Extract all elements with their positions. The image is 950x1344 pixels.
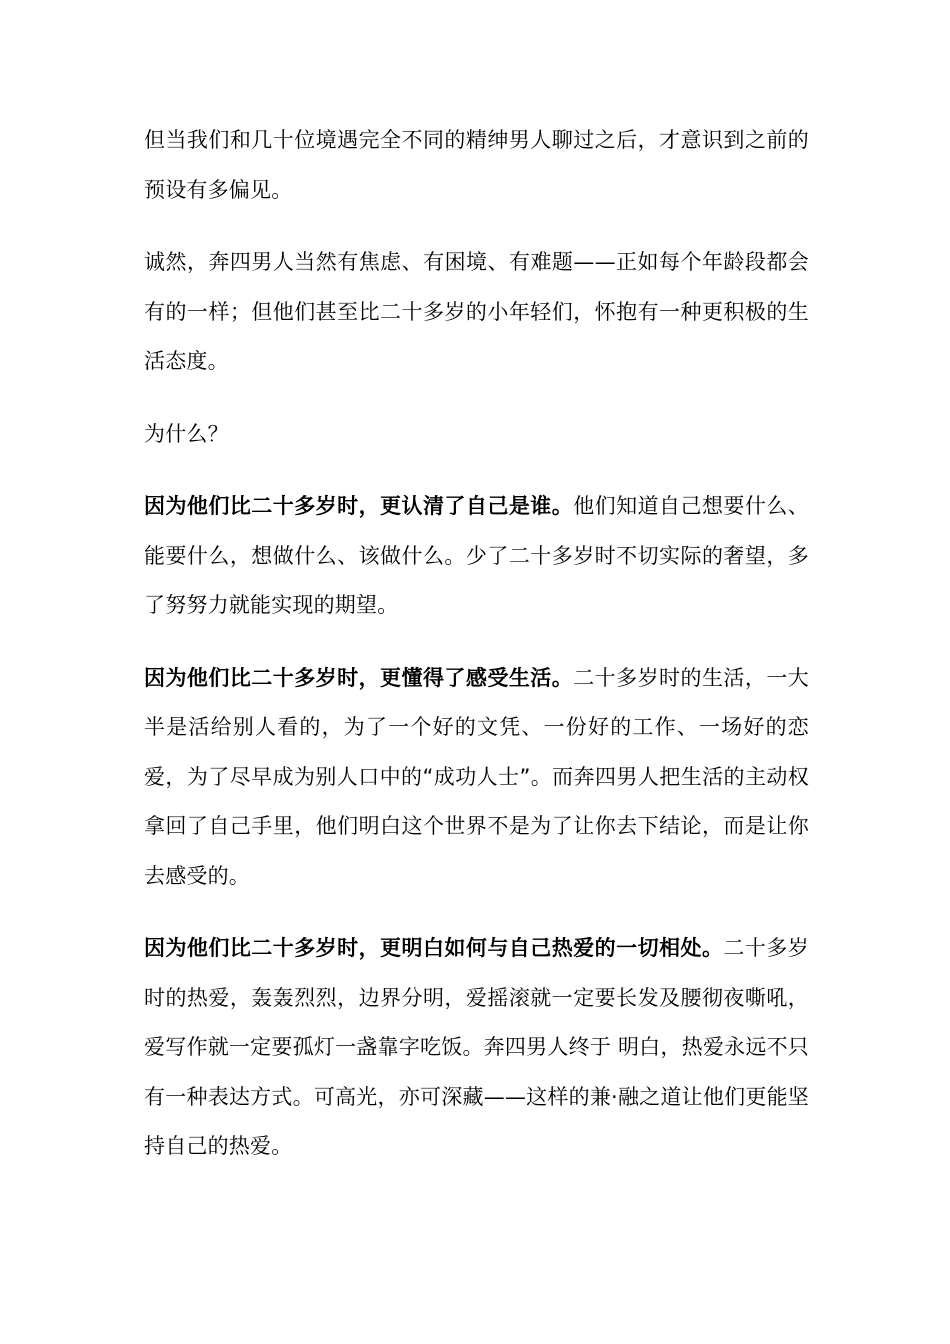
paragraph-lead-bold: 因为他们比二十多岁时，更明白如何与自己热爱的一切相处。 — [144, 936, 724, 960]
paragraph-text: 但当我们和几十位境遇完全不同的精绅男人聊过之后，才意识到之前的预设有多偏见。 — [144, 128, 809, 202]
paragraph-passion — [144, 924, 809, 1172]
paragraph-lead-bold: 因为他们比二十多岁时，更认清了自己是谁。 — [144, 494, 574, 518]
paragraph-know-self — [144, 482, 809, 631]
paragraph-lead-bold: 因为他们比二十多岁时，更懂得了感受生活。 — [144, 665, 574, 690]
paragraph-feel-life — [144, 654, 809, 902]
paragraph-text: 他们知道自己想要什么、能要什么，想做什么、该做什么。少了二十多岁时不切实际的奢望，多了努努力就能实现的期望。 — [144, 494, 810, 617]
paragraph-question — [144, 410, 809, 460]
paragraph-text: 二十多岁时的热爱，轰轰烈烈，边界分明，爱摇滚就一定要长发及腰彻夜嘶吼，爱写作就一定要孤灯一盏靠字吃饭。奔四男人终于 明白，热爱永远不只有一种表达方式。可高光，亦可深藏——这样的兼·融之道让他们更能坚持自己的热爱。 — [144, 936, 809, 1158]
paragraph-prejudice — [144, 116, 809, 215]
paragraph-text: 二十多岁时的生活，一大半是活给别人看的，为了一个好的文凭、一份好的工作、一场好的恋爱，为了尽早成为别人口中的“成功人士”。而奔四男人把生活的主动权拿回了自己手里，他们明白这个世界不是为了让你去下结论，而是让你去感受的。 — [144, 665, 810, 888]
document-page — [144, 116, 809, 1172]
paragraph-text: 诚然，奔四男人当然有焦虑、有困境、有难题——正如每个年龄段都会有的一样；但他们甚至比二十多岁的小年轻们，怀抱有一种更积极的生活态度。 — [144, 250, 809, 373]
paragraph-attitude — [144, 238, 809, 387]
paragraph-text: 为什么？ — [144, 421, 229, 446]
